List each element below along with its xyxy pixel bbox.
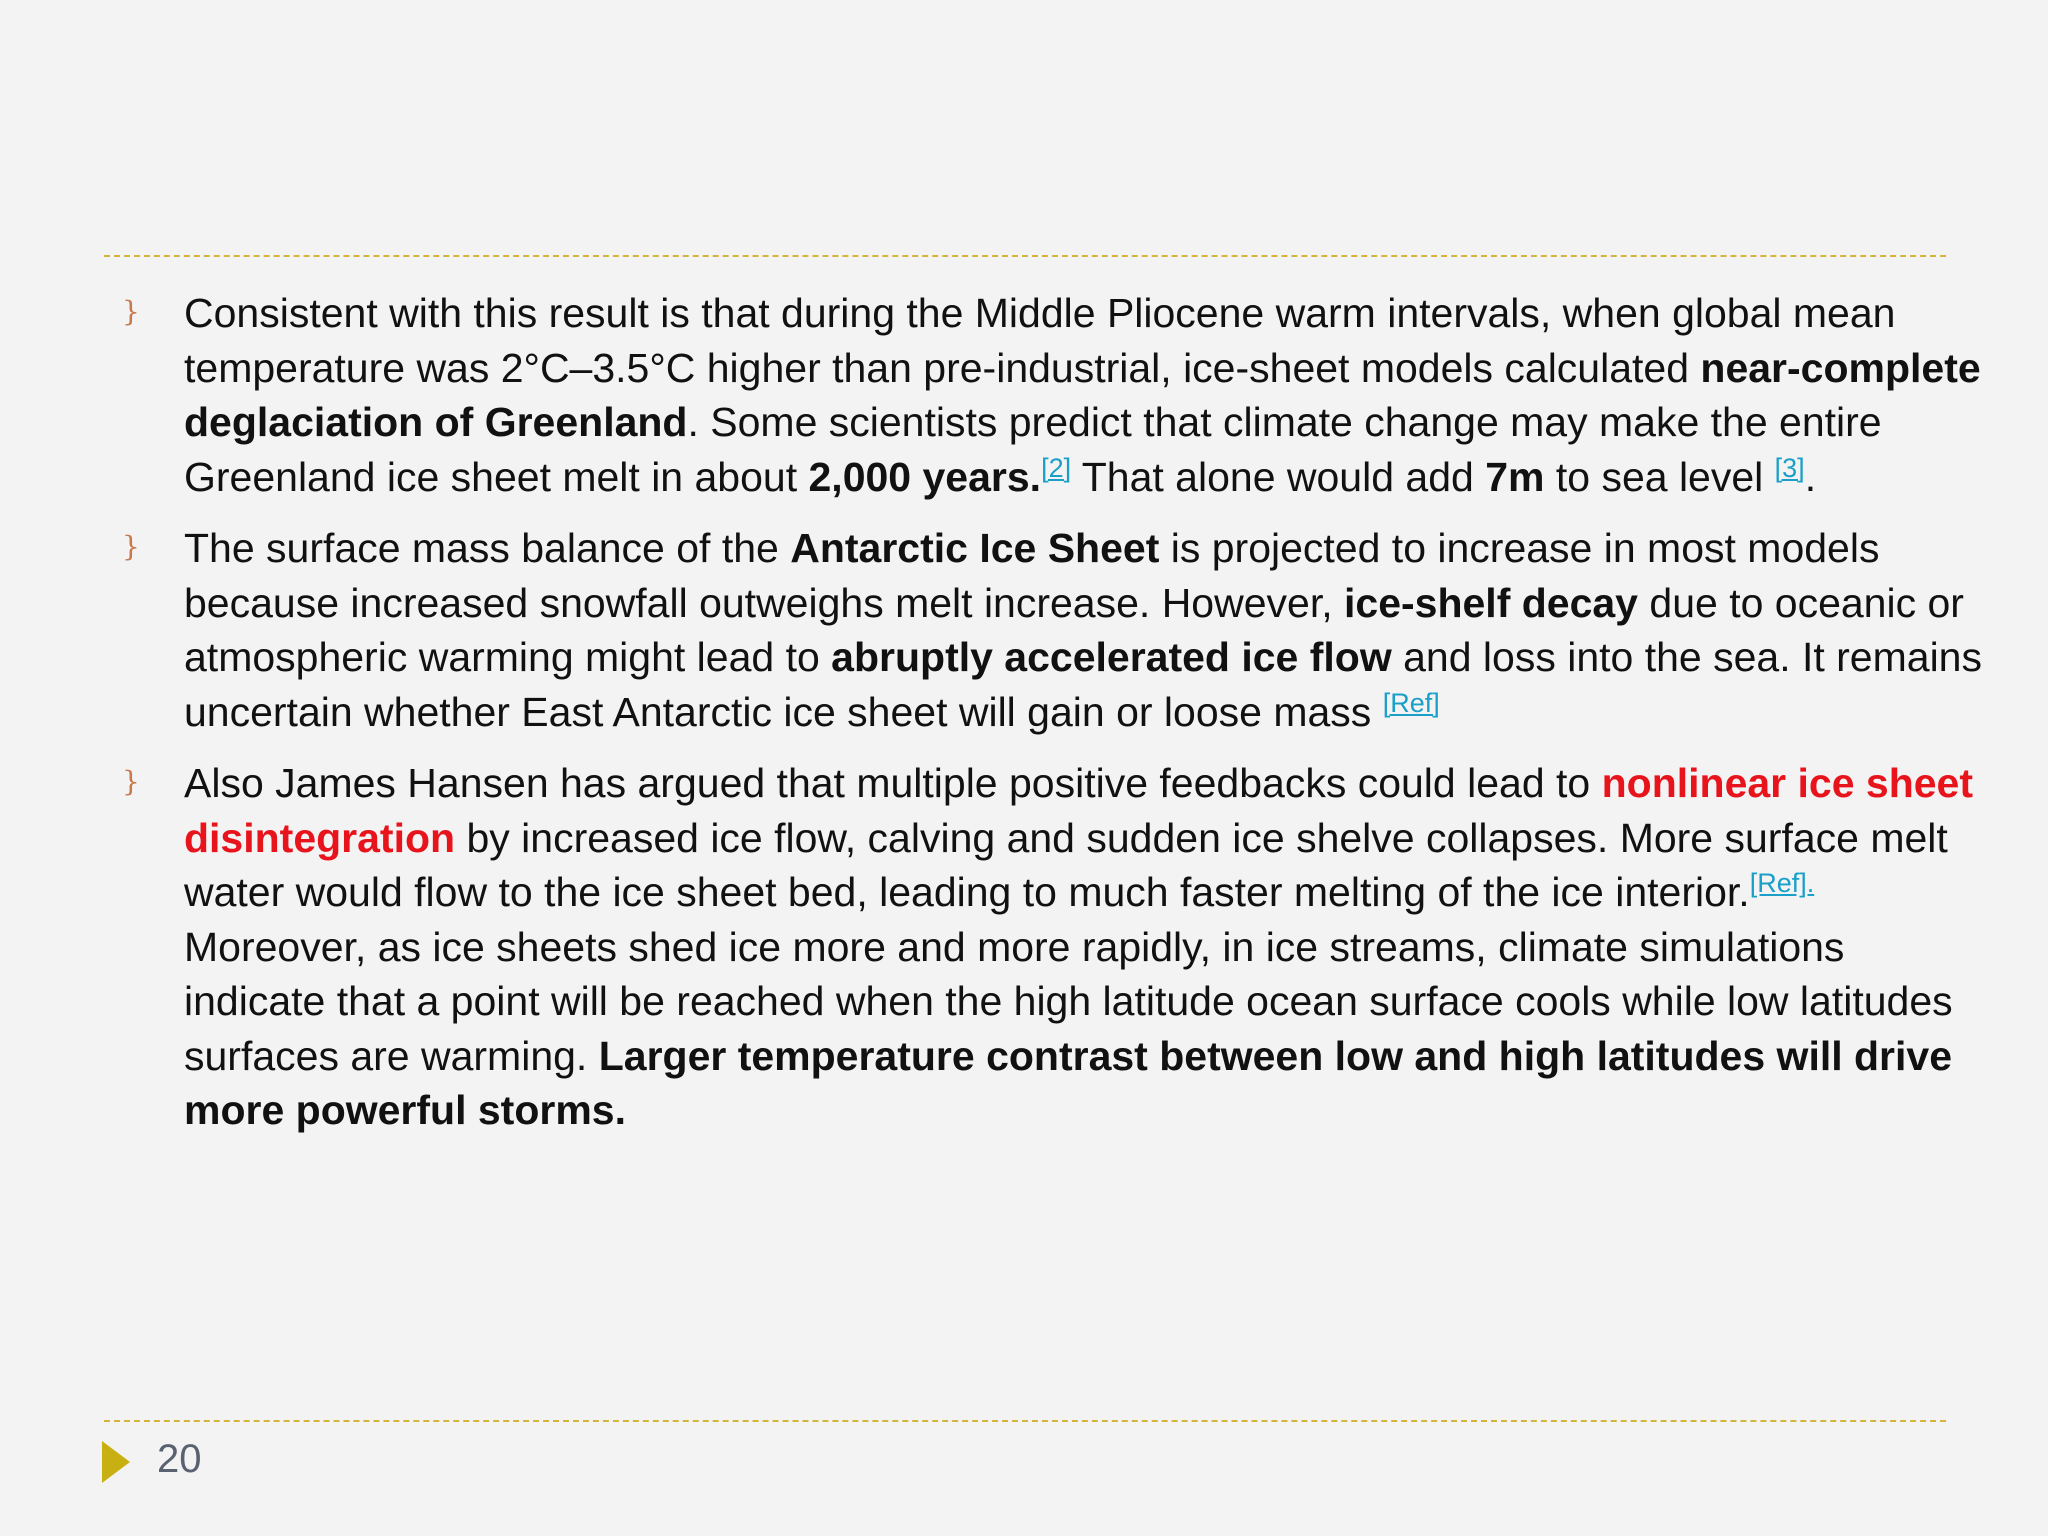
bullet-text: That alone would add [1071, 453, 1486, 500]
slide-body [0, 286, 2048, 1155]
bold-phrase: . [1029, 453, 1042, 500]
bullet-text: and loss into the sea. It remains uncertain whether East Antarctic ice sheet will gain or loose mass [184, 634, 1982, 735]
page-number: 20 [157, 1437, 202, 1481]
bold-phrase: abruptly accelerated ice flow [831, 634, 1392, 680]
bullet-text: Also James Hansen has argued that multiple positive feedbacks could lead to [184, 760, 1602, 806]
bold-phrase: Larger temperature contrast between low and high latitudes will drive more powerful storms. [184, 1032, 1952, 1133]
reference-link[interactable]: [Ref]. [1749, 868, 1815, 898]
top-divider [104, 255, 1946, 257]
bullet-hansen [0, 756, 2048, 1138]
bullet-text: . Some scientists predict that climate change may make the entire Greenland ice sheet melt in about [184, 399, 1882, 500]
bullet-text: Consistent with this result is that during the Middle Pliocene warm intervals, when global mean temperature was 2°C–3.5°C higher than pre-industrial, ice-sheet models calculated [184, 290, 1896, 391]
bullet-marker-icon: } [122, 295, 140, 328]
bullet-text: due to oceanic or atmospheric warming might lead to [184, 579, 1964, 680]
reference-link-2[interactable]: [2] [1041, 452, 1072, 483]
bold-phrase: 7m [1485, 453, 1545, 500]
bullet-text: is projected to increase in most models because increased snowfall outweighs melt increase. However, [184, 525, 1880, 626]
red-emphasis-phrase: nonlinear ice sheet disintegration [184, 760, 1974, 861]
bottom-divider [104, 1420, 1946, 1422]
reference-link[interactable]: [Ref] [1382, 687, 1440, 718]
bold-phrase: 2,000 years [808, 453, 1030, 500]
bullet-text: by increased ice flow, calving and sudden ice shelve collapses. More surface melt water would flow to the ice sheet bed, leading to much faster melting of the ice interior. [184, 814, 1948, 915]
bullet-antarctic [0, 521, 2048, 739]
bullet-greenland [0, 286, 2048, 504]
bold-phrase: Antarctic Ice Sheet [790, 525, 1160, 571]
bullet-marker-icon: } [122, 530, 140, 563]
bullet-text: The surface mass balance of the [184, 525, 791, 571]
bold-phrase: ice-shelf decay [1344, 579, 1638, 626]
bullet-text: to sea level [1544, 453, 1775, 500]
bullet-text: Moreover, as ice sheets shed ice more and more rapidly, in ice streams, climate simulations indicate that a point will be reached when the high latitude ocean surface cools while low latitudes surfaces are warming. [184, 923, 1953, 1079]
bullet-text: . [1804, 453, 1817, 500]
triangle-right-icon [102, 1441, 130, 1483]
bold-phrase: near-complete deglaciation of Greenland [184, 344, 1981, 445]
reference-link-3[interactable]: [3] [1774, 452, 1805, 483]
bullet-marker-icon: } [122, 765, 140, 798]
